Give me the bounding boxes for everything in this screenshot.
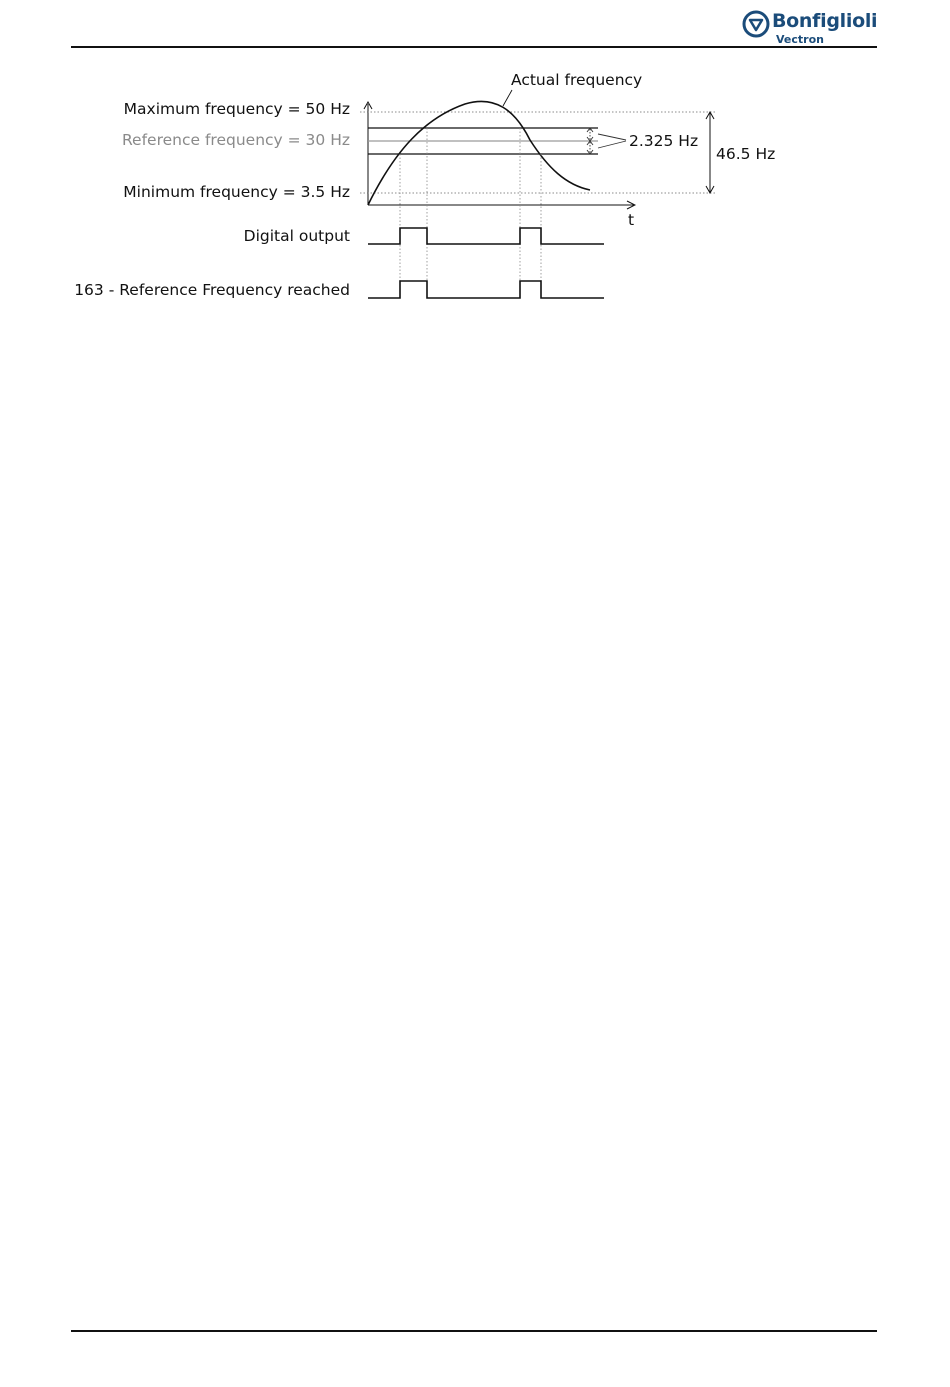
brand-subname: Vectron — [776, 33, 824, 46]
time-axis — [368, 201, 635, 209]
signal-163-waveform — [368, 281, 604, 298]
range-dimension — [706, 112, 714, 193]
min-frequency-label: Minimum frequency = 3.5 Hz — [123, 183, 350, 201]
header-rule — [71, 46, 877, 48]
range-label: 46.5 Hz — [716, 145, 776, 163]
digital-output-label: Digital output — [243, 227, 350, 245]
brand-name: Bonfiglioli — [772, 10, 878, 32]
actual-frequency-curve — [368, 101, 590, 205]
time-axis-label: t — [628, 211, 635, 229]
reference-frequency-diagram — [0, 60, 950, 320]
actual-frequency-pointer — [503, 90, 512, 106]
hysteresis-label: 2.325 Hz — [629, 132, 699, 150]
digital-output-signal — [368, 228, 604, 244]
max-frequency-label: Maximum frequency = 50 Hz — [123, 100, 350, 118]
bonfiglioli-emblem-icon — [742, 10, 770, 38]
actual-frequency-label: Actual frequency — [511, 71, 643, 89]
bonfiglioli-logo — [740, 8, 880, 48]
signal-163-label: 163 - Reference Frequency reached — [74, 281, 350, 299]
reference-frequency-label: Reference frequency = 30 Hz — [121, 131, 350, 149]
footer-rule — [71, 1330, 877, 1332]
